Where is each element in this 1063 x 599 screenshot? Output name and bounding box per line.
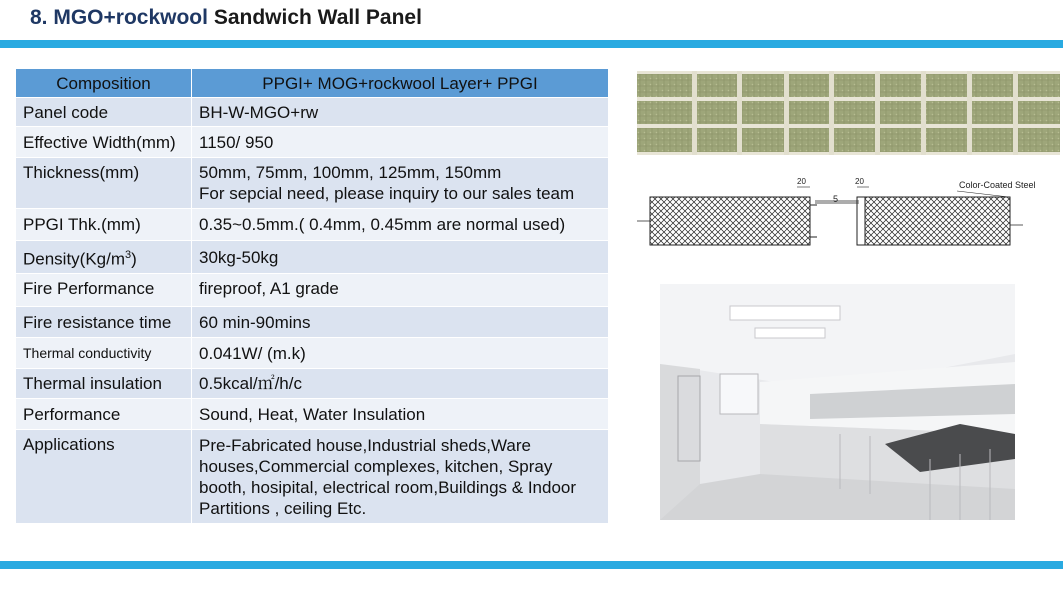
dim-left-label: 20 [797, 177, 806, 186]
table-row [16, 98, 609, 127]
row-label: Panel code [16, 98, 192, 127]
table-row [16, 430, 609, 524]
row-label: Applications [16, 430, 192, 524]
density-superscript: 3 [125, 248, 132, 261]
table-row [16, 307, 609, 338]
header-label: Composition [16, 69, 192, 98]
title-prefix: 8. MGO+rockwool [30, 6, 208, 29]
row-label: Fire resistance time [16, 307, 192, 338]
row-label: PPGI Thk.(mm) [16, 209, 192, 241]
row-value: fireproof, A1 grade [192, 274, 609, 307]
table-header-row [16, 69, 609, 98]
row-value [192, 158, 609, 209]
density-label: Density(Kg/m [23, 249, 126, 269]
panel-stack-image [637, 71, 1060, 155]
row-value: Sound, Heat, Water Insulation [192, 399, 609, 430]
row-label: Thickness(mm) [16, 158, 192, 209]
dim-right-label: 20 [855, 177, 864, 186]
table-row [16, 399, 609, 430]
row-label: Performance [16, 399, 192, 430]
row-label: Thermal insulation [16, 369, 192, 399]
row-label [16, 241, 192, 274]
table-row [16, 274, 609, 307]
top-accent-bar [0, 40, 1063, 48]
table-row [16, 338, 609, 369]
row-value: 0.35~0.5mm.( 0.4mm, 0.45mm are normal used) [192, 209, 609, 241]
interior-room-image [660, 284, 1015, 520]
row-value: Pre-Fabricated house,Industrial sheds,Ware houses,Commercial complexes, kitchen, Spray booth, hosipital, electrical room,Buildings & Indoor Partitions , ceiling Etc. [192, 430, 609, 524]
density-label-end: ) [131, 249, 137, 269]
row-value: BH-W-MGO+rw [192, 98, 609, 127]
table-row [16, 209, 609, 241]
table-row [16, 158, 609, 209]
row-value: 1150/ 950 [192, 127, 609, 158]
thickness-values: 50mm, 75mm, 100mm, 125mm, 150mm [199, 163, 502, 182]
row-value: 0.5kcal/㎡/h/c [192, 369, 609, 399]
thickness-note: For sepcial need, please inquiry to our sales team [199, 184, 575, 203]
row-label: Thermal conductivity [16, 338, 192, 369]
bottom-accent-bar [0, 561, 1063, 569]
table-row [16, 241, 609, 274]
row-label: Fire Performance [16, 274, 192, 307]
table-row [16, 127, 609, 158]
page-title [30, 6, 422, 30]
spec-table [15, 68, 609, 524]
title-suffix: Sandwich Wall Panel [213, 6, 422, 29]
dim-gap-label: 5 [833, 194, 839, 204]
row-value: 30kg-50kg [192, 241, 609, 274]
row-label: Effective Width(mm) [16, 127, 192, 158]
callout-label: Color-Coated Steel [959, 180, 1036, 190]
row-value: 0.041W/ (m.k) [192, 338, 609, 369]
row-value: 60 min-90mins [192, 307, 609, 338]
header-value: PPGI+ MOG+rockwool Layer+ PPGI [192, 69, 609, 98]
table-row [16, 369, 609, 399]
panel-section-drawing [637, 175, 1060, 257]
